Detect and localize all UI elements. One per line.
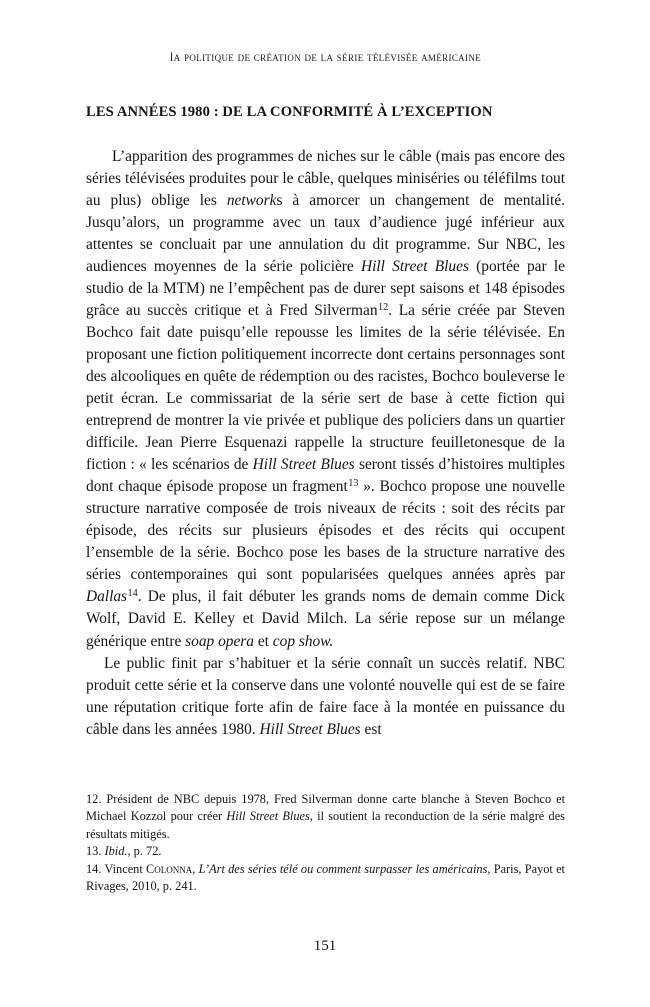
emphasis-cop-show: cop show. <box>272 632 334 650</box>
emphasis-title-hill-street-blues: Hill Street Blues <box>259 720 361 738</box>
text-run: , p. 72. <box>127 844 162 859</box>
author-name-colonna: Colonna <box>146 861 193 876</box>
paragraph-1 <box>86 146 565 653</box>
text-run: ». Bochco propose une nouvelle structure narrative composée de trois niveaux de récits : soit des récits par épisode, des récits sur plusieurs épisodes et des récits qui occupent l’ensemble de la série. Bochco pose les bases de la structure narrative des séries contemporaines qui sont popularisées quelques années après par <box>86 478 565 584</box>
text-run: et <box>253 632 273 650</box>
text-run: . La série créée par Steven Bochco fait date puisqu’elle repousse les limites de la série télévisée. En proposant une fiction politiquement incorrecte dont certains personnages sont des alcooliques en quête de rédemption ou des racistes, Bochco bouleverse le petit écran. Le commissariat de la série sert de base à cette fiction qui entreprend de montrer la vie privée et publique des policiers dans un quartier difficile. Jean Pierre Esquenazi rappelle la structure feuilletonesque de la fiction : « les scénarios de <box>86 301 565 474</box>
footnote-12 <box>86 791 565 843</box>
text-run: L’apparition des programmes de niches sur le câble (mais pas encore des séries télévisées produites pour le câble, quelques miniséries ou téléfilms tout au plus) oblige les <box>86 147 565 209</box>
text-run: , il soutient la reconduction de la série malgré des résultats mitigés. <box>86 809 565 841</box>
emphasis-title-hill-street-blues: Hill Street Blues <box>361 257 469 275</box>
emphasis-title-hill-street-blues: Hill Street Blues <box>226 809 310 824</box>
text-run: s à amorcer un changement de mentalité. Jusqu’alors, un programme avec un taux d’audience jugé inférieur aux attentes se concluait par une annulation du dit programme. Sur NBC, les audiences moyennes de la série policière <box>86 191 565 275</box>
footnote-13 <box>86 843 565 860</box>
text-run: est <box>360 720 382 738</box>
footnote-block <box>86 791 565 895</box>
text-run: (portée par le studio de la MTM) ne l’empêchent pas de durer sept saisons et 148 épisodes grâce au succès critique et à Fred Silverman <box>86 257 565 319</box>
text-run: seront tissés d’histoires multiples dont chaque épisode propose un fragment <box>86 456 565 496</box>
running-header: la politique de création de la série télévisée américaine <box>169 50 482 64</box>
emphasis-ibid: Ibid. <box>104 844 128 859</box>
text-run: . De plus, il fait débuter les grands noms de demain comme Dick Wolf, David E. Kelley et David Milch. La série repose sur un mélange générique entre <box>86 588 565 650</box>
emphasis-book-title: L’Art des séries télé ou comment surpasser les américains <box>198 861 488 876</box>
text-run: Le public finit par s’habituer et la série connaît un succès relatif. NBC produit cette série et la conserve dans une volonté nouvelle qui est de se faire une réputation critique forte afin de faire face à la montée en puissance du câble dans les années 1980. <box>86 654 565 738</box>
page-number: 151 <box>313 938 337 954</box>
text-run: , Paris, Payot et Rivages, 2010, p. 241. <box>86 861 565 894</box>
section-heading: LES ANNÉES 1980 : DE LA CONFORMITÉ À L’EXCEPTION <box>86 104 493 120</box>
footnote-marker-14[interactable]: 14 <box>127 588 138 600</box>
text-run: 14. Vincent <box>86 861 147 876</box>
footnote-marker-12[interactable]: 12 <box>378 301 389 313</box>
footnote-marker-13[interactable]: 13 <box>348 477 359 489</box>
text-run: , <box>192 861 199 876</box>
emphasis-soap-opera: soap opera <box>185 632 254 650</box>
emphasis-title-dallas: Dallas <box>86 588 128 606</box>
emphasis-title-hill-street-blues: Hill Street Blues <box>252 456 355 474</box>
text-run: 12. Président de NBC depuis 1978, Fred Silverman donne carte blanche à Steven Bochco et Michael Kozzol pour créer <box>86 792 565 824</box>
emphasis-networks: network <box>226 191 277 209</box>
paragraph-2 <box>86 653 565 741</box>
footnote-14 <box>86 861 565 896</box>
page-body <box>86 104 565 741</box>
text-run: 13. <box>86 844 105 859</box>
